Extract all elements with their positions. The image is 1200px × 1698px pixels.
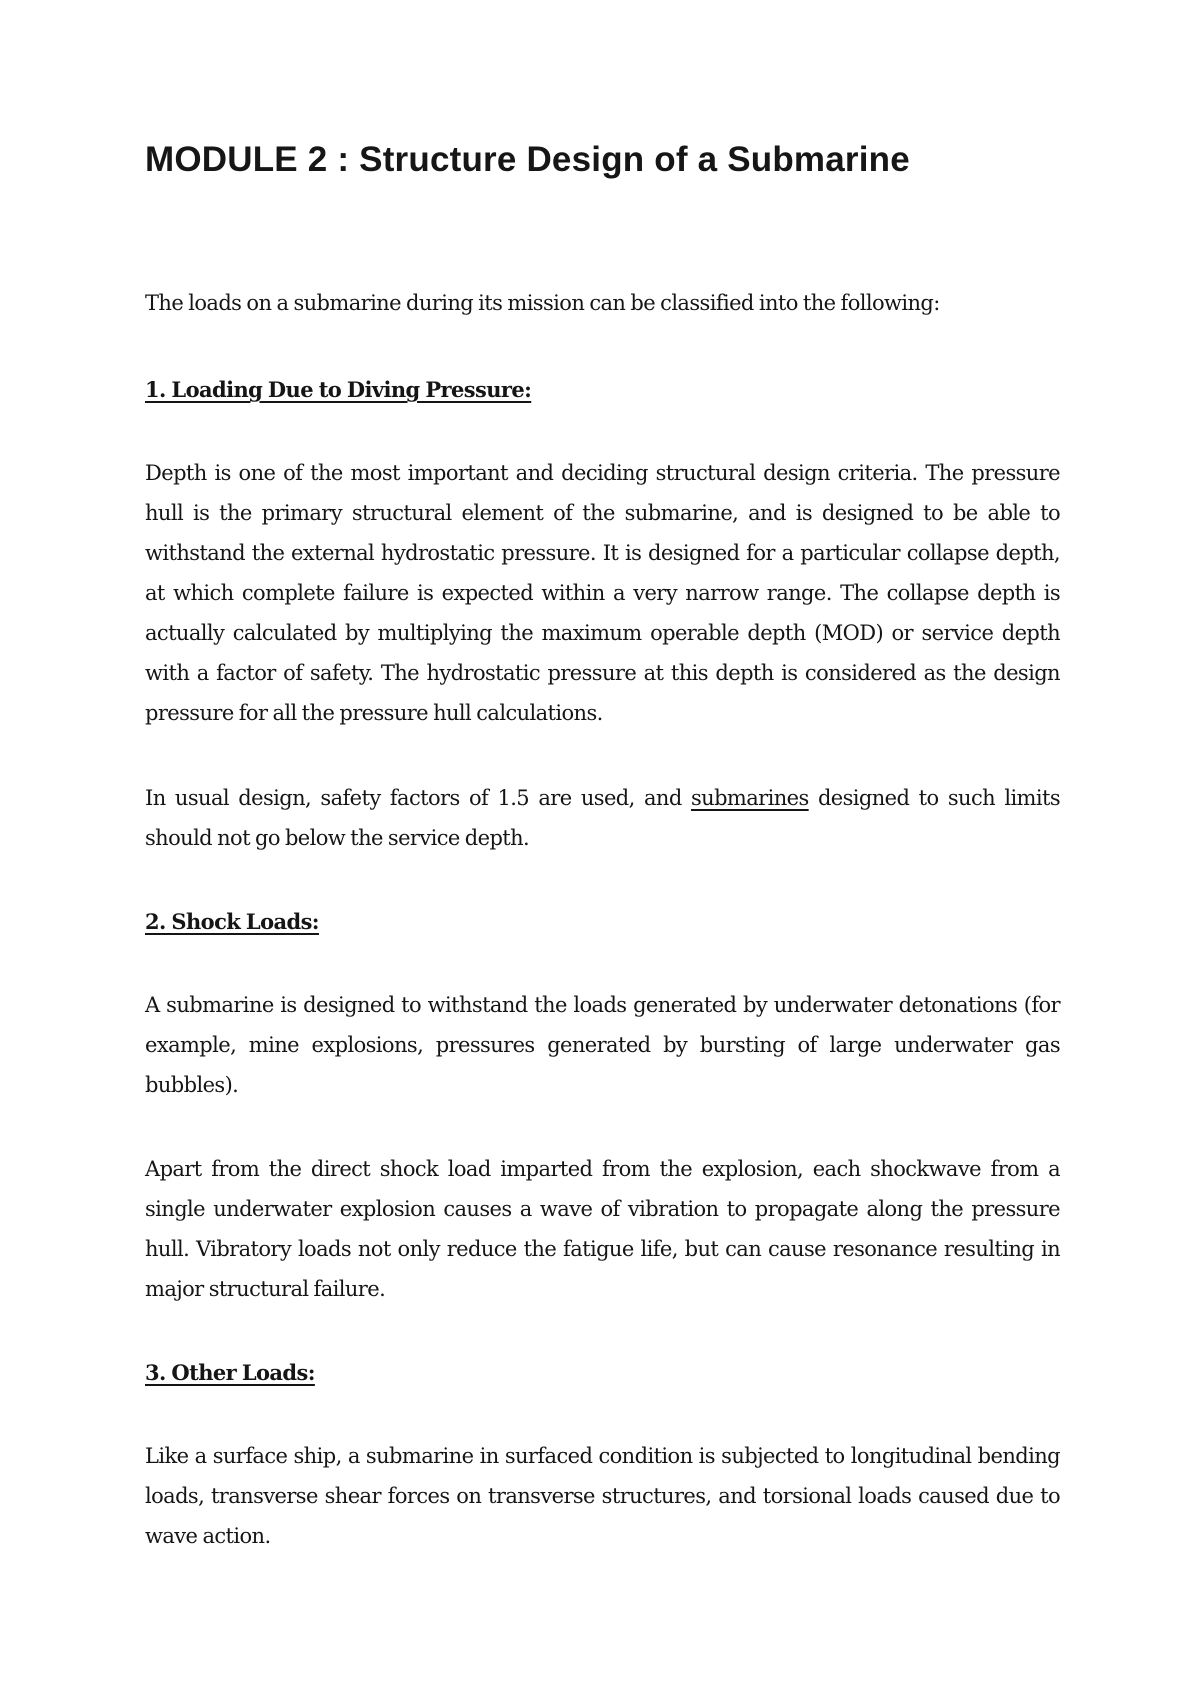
module-title: MODULE 2 : Structure Design of a Submarine — [145, 140, 910, 179]
safety-text-before: In usual design, safety factors of 1.5 are used, and — [145, 786, 691, 810]
intro-text: The loads on a submarine during its mission can be classified into the following: — [145, 291, 940, 315]
paragraph-vibration: Apart from the direct shock load imparted from the explosion, each shockwave from a single underwater explosion causes a wave of vibration to propagate along the pressure hull. Vibratory loads not only reduce the fatigue life, but can cause resonance resulting in major structural failure. — [145, 1157, 1060, 1301]
submarines-link-text: submarines — [690, 786, 809, 810]
paragraph-safety-factors — [145, 778, 1060, 858]
paragraph-surface-loads: Like a surface ship, a submarine in surfaced condition is subjected to longitudinal bending loads, transverse shear forces on transverse structures, and torsional loads caused due to wave action. — [145, 1444, 1060, 1548]
safety-text-after: designed to such limits should not go below the service depth. — [145, 786, 1061, 850]
paragraph-depth-criteria: Depth is one of the most important and deciding structural design criteria. The pressure hull is the primary structural element of the submarine, and is designed to be able to withstand the external hydrostatic pressure. It is designed for a particular collapse depth, at which complete failure is expected within a very narrow range. The collapse depth is actually calculated by multiplying the maximum operable depth (MOD) or service depth with a factor of safety. The hydrostatic pressure at this depth is considered as the design pressure for all the pressure hull calculations. — [145, 461, 1060, 725]
section-heading-shock-loads: 2. Shock Loads: — [145, 909, 319, 934]
section-heading-diving-pressure: 1. Loading Due to Diving Pressure: — [145, 377, 532, 402]
section-heading-other-loads: 3. Other Loads: — [145, 1360, 315, 1385]
paragraph-underwater-detonations: A submarine is designed to withstand the loads generated by underwater detonations (for example, mine explosions, pressures generated by bursting of large underwater gas bubbles). — [145, 993, 1060, 1097]
